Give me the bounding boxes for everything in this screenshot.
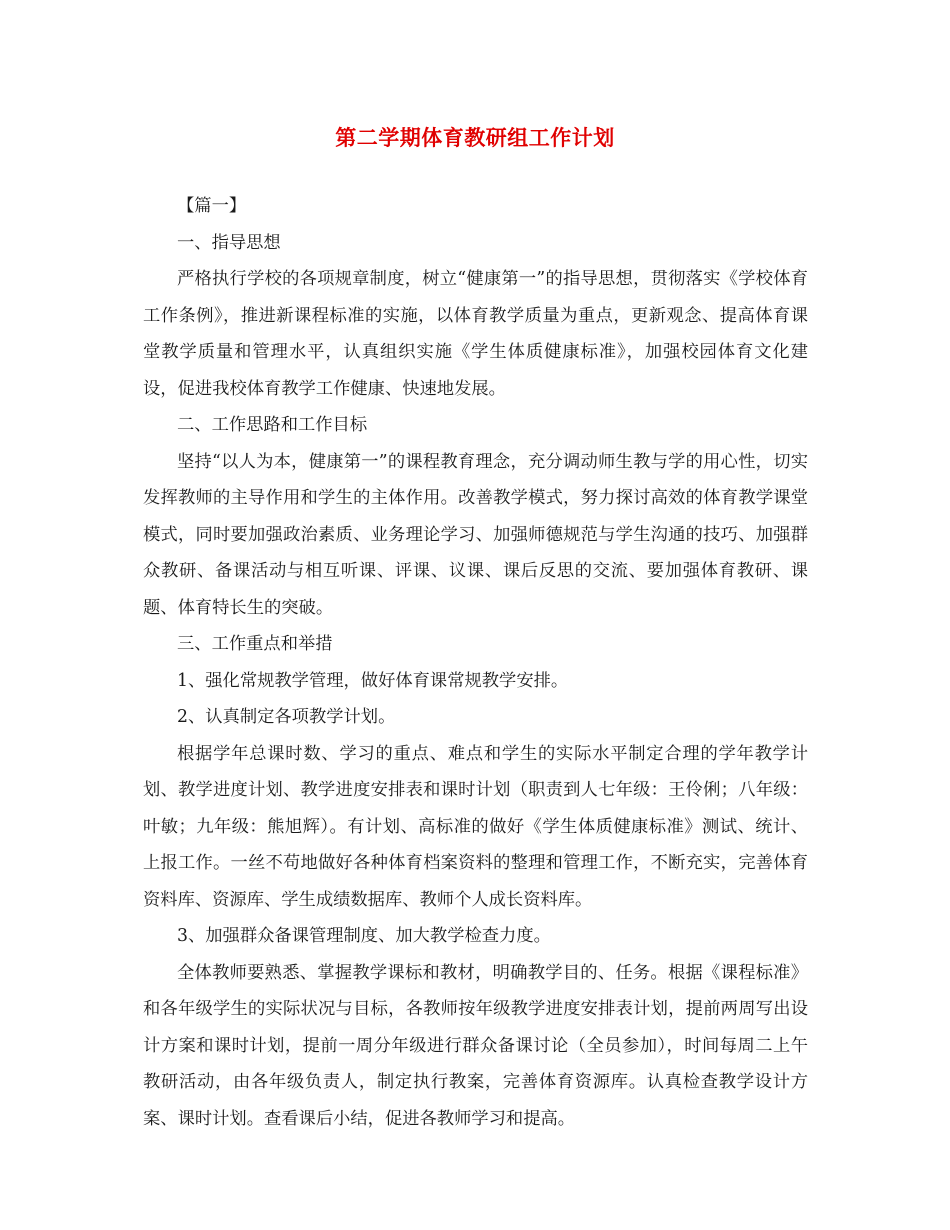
paragraph-teaching-plans: 根据学年总课时数、学习的重点、难点和学生的实际水平制定合理的学年教学计划、教学进度计划、教学进度安排表和课时计划（职责到人七年级：王伶俐；八年级：叶敏；九年级：熊旭辉）。有计划、高标准的做好《学生体质健康标准》测试、统计、上报工作。一丝不苟地做好各种体育档案资料的整理和管理工作，不断充实，完善体育资料库、资源库、学生成绩数据库、教师个人成长资料库。 (143, 743, 808, 910)
paragraph-group-lesson-prep: 全体教师要熟悉、掌握教学课标和教材，明确教学目的、任务。根据《课程标准》和各年级学生的实际状况与目标，各教师按年级教学进度安排表计划，提前两周写出设计方案和课时计划，提前一周分年级进行群众备课讨论（全员参加），时间每周二上午教研活动，由各年级负责人，制定执行教案，完善体育资源库。认真检查教学设计方案、课时计划。查看课后小结，促进各教师学习和提高。 (143, 962, 808, 1129)
section-heading-guiding-thought: 一、指导思想 (177, 232, 281, 253)
part-heading: 【篇一】 (177, 196, 247, 216)
list-item-routine-management: 1、强化常规教学管理，做好体育课常规教学安排。 (177, 670, 569, 691)
list-item-group-lesson-prep: 3、加强群众备课管理制度、加大教学检查力度。 (177, 926, 551, 946)
document-body (143, 188, 808, 1137)
section-heading-ideas-goals: 二、工作思路和工作目标 (177, 415, 368, 435)
document-title: 第二学期体育教研组工作计划 (335, 126, 615, 150)
paragraph-ideas-goals: 坚持“以人为本，健康第一”的课程教育理念，充分调动师生教与学的用心性，切实发挥教师的主导作用和学生的主体作用。改善教学模式，努力探讨高效的体育教学课堂模式，同时要加强政治素质、业务理论学习、加强师德规范与学生沟通的技巧、加强群众教研、备课活动与相互听课、评课、议课、课后反思的交流、要加强体育教研、课题、体育特长生的突破。 (143, 451, 808, 618)
section-heading-focus-measures: 三、工作重点和举措 (177, 634, 333, 654)
list-item-teaching-plans: 2、认真制定各项教学计划。 (177, 707, 396, 727)
paragraph-guiding-thought: 严格执行学校的各项规章制度，树立“健康第一”的指导思想，贯彻落实《学校体育工作条例》，推进新课程标准的实施，以体育教学质量为重点，更新观念、提高体育课堂教学质量和管理水平，认真组织实施《学生体质健康标准》，加强校园体育文化建设，促进我校体育教学工作健康、快速地发展。 (143, 269, 808, 399)
